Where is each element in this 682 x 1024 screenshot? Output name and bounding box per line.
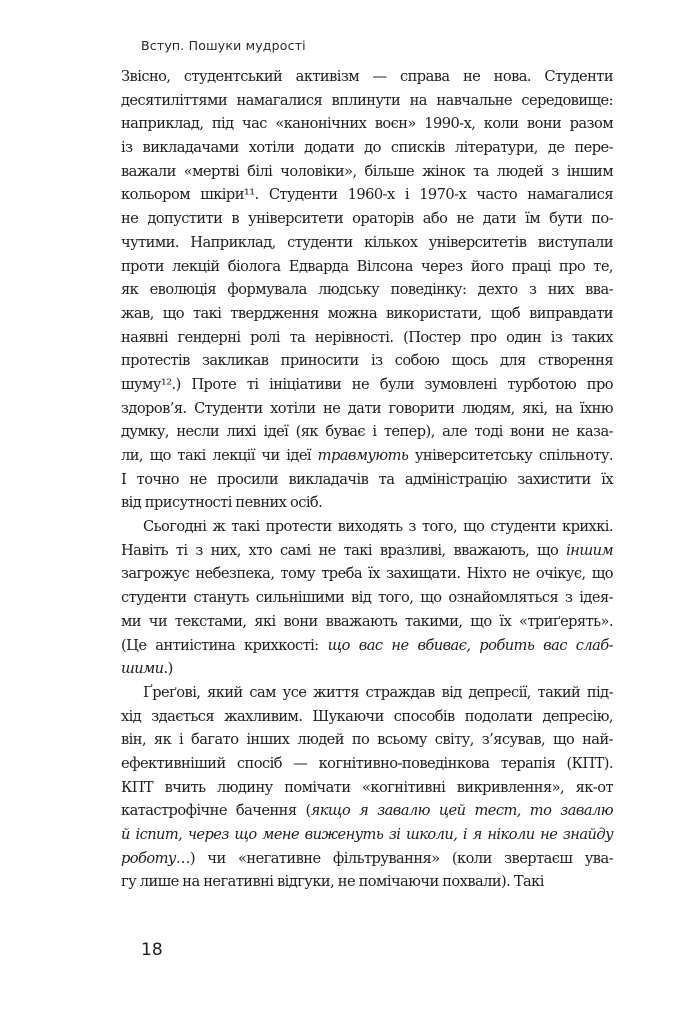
page-number: 18 xyxy=(141,940,163,960)
text-line xyxy=(121,397,613,421)
italic-text: шими xyxy=(121,660,164,678)
text-line xyxy=(121,823,613,847)
text-line xyxy=(121,705,613,729)
text-line xyxy=(121,255,613,279)
text-line xyxy=(121,420,613,444)
text-line xyxy=(121,444,613,468)
italic-text: що вас не вбиває, робить вас слаб- xyxy=(327,636,613,654)
italic-text: якщо я завалю цей тест, то завалю xyxy=(310,802,614,820)
text-segment: І точно не просили викладачів та адміністрацію захистити їх xyxy=(121,470,613,488)
text-segment: Ґреґові, який сам усе життя страждав від депресії, такий під- xyxy=(143,683,613,701)
text-line xyxy=(121,65,613,89)
text-segment: КПТ вчить людину помічати «когнітивні викривлення», як-от xyxy=(121,778,613,796)
text-segment: ли, що такі лекції чи ідеї xyxy=(121,447,318,464)
text-segment: десятиліттями намагалися вплинути на навчальне середовище: xyxy=(121,91,613,109)
text-segment: університетську спільноту. xyxy=(408,447,613,464)
text-line xyxy=(121,302,613,326)
text-line xyxy=(121,112,613,136)
text-line xyxy=(121,278,613,302)
text-segment: .) xyxy=(163,660,173,678)
text-line xyxy=(121,728,613,752)
text-segment: наявні гендерні ролі та нерівності. (Постер про один із таких xyxy=(121,328,613,346)
text-line xyxy=(121,207,613,231)
text-line xyxy=(121,373,613,397)
running-header: Вступ. Пошуки мудрості xyxy=(141,38,306,53)
text-line xyxy=(121,183,613,207)
text-line xyxy=(121,231,613,255)
text-segment: Звісно, студентський активізм — справа не нова. Студенти xyxy=(121,68,613,85)
italic-text: й іспит, через що мене виженуть зі школи, і я ніколи не знайду xyxy=(121,826,613,843)
text-segment: гу лише на негативні відгуки, не помічаючи похвали). Такі xyxy=(121,873,544,891)
text-line xyxy=(121,847,613,871)
text-segment: (Це антиістина крихкості: xyxy=(121,636,328,654)
text-segment: ефективніший спосіб — когнітивно-поведінкова терапія (КПТ). xyxy=(121,754,613,772)
paragraph xyxy=(121,65,613,515)
text-segment: кольором шкіри¹¹. Студенти 1960-х і 1970-х часто намагалися xyxy=(121,186,613,204)
text-line xyxy=(121,136,613,160)
text-segment: Навіть ті з них, хто самі не такі вразливі, вважають, що xyxy=(121,541,567,559)
text-line xyxy=(121,634,613,658)
text-segment: загрожує небезпека, тому треба їх захищати. Ніхто не очікує, що xyxy=(121,565,613,583)
text-line xyxy=(121,586,613,610)
text-segment: він, як і багато інших людей по всьому світу, з’ясував, що най- xyxy=(121,731,613,749)
text-segment: шуму¹².) Проте ті ініціативи не були зумовлені турботою про xyxy=(121,375,613,393)
italic-text: роботу… xyxy=(121,849,190,867)
text-line xyxy=(121,160,613,184)
text-segment: хід здається жахливим. Шукаючи способів подолати депресію, xyxy=(121,707,613,725)
text-line xyxy=(121,681,613,705)
text-segment: проти лекцій біолога Едварда Вілсона через його праці про те, xyxy=(121,257,613,275)
text-segment: не допустити в університети ораторів або не дати їм бути по- xyxy=(121,210,613,228)
text-line xyxy=(121,89,613,113)
text-segment: ми чи текстами, які вони вважають такими, що їх «триґерять». xyxy=(121,612,613,630)
text-segment: катастрофічне бачення ( xyxy=(121,802,311,820)
text-line xyxy=(121,776,613,800)
paragraph xyxy=(121,515,613,681)
text-segment: як еволюція формувала людську поведінку: дехто з них вва- xyxy=(121,281,613,299)
text-segment: протестів закликав приносити із собою щось для створення xyxy=(121,352,613,370)
text-segment: ) чи «негативне фільтрування» (коли звертаєш ува- xyxy=(189,849,613,867)
text-line xyxy=(121,799,613,823)
text-line xyxy=(121,610,613,634)
text-line xyxy=(121,515,613,539)
text-segment: здоров’я. Студенти хотіли не дати говорити людям, які, на їхню xyxy=(121,399,613,417)
text-line xyxy=(121,491,613,515)
text-segment: Сьогодні ж такі протести виходять з того, що студенти крихкі. xyxy=(143,518,613,536)
text-line xyxy=(121,326,613,350)
text-segment: думку, несли лихі ідеї (як буває і тепер), але тоді вони не каза- xyxy=(121,423,613,441)
paragraph xyxy=(121,681,613,894)
text-segment: чутими. Наприклад, студенти кількох університетів виступали xyxy=(121,233,613,251)
body-text xyxy=(121,65,613,894)
text-line xyxy=(121,539,613,563)
text-segment: студенти стануть сильнішими від того, що ознайомляться з ідея- xyxy=(121,589,613,607)
text-line xyxy=(121,752,613,776)
text-segment: від присутності певних осіб. xyxy=(121,494,323,512)
text-line xyxy=(121,468,613,492)
text-segment: важали «мертві білі чоловіки», більше жінок та людей з іншим xyxy=(121,162,613,180)
text-line xyxy=(121,349,613,373)
italic-text: іншим xyxy=(566,541,613,559)
text-line xyxy=(121,562,613,586)
text-segment: жав, що такі твердження можна використати, щоб виправдати xyxy=(121,304,613,322)
text-segment: із викладачами хотіли додати до списків літератури, де пере- xyxy=(121,139,613,157)
italic-text: травмують xyxy=(317,447,409,464)
text-line xyxy=(121,870,613,894)
text-line xyxy=(121,657,613,681)
text-segment: наприклад, під час «канонічних воєн» 1990-х, коли вони разом xyxy=(121,115,613,133)
